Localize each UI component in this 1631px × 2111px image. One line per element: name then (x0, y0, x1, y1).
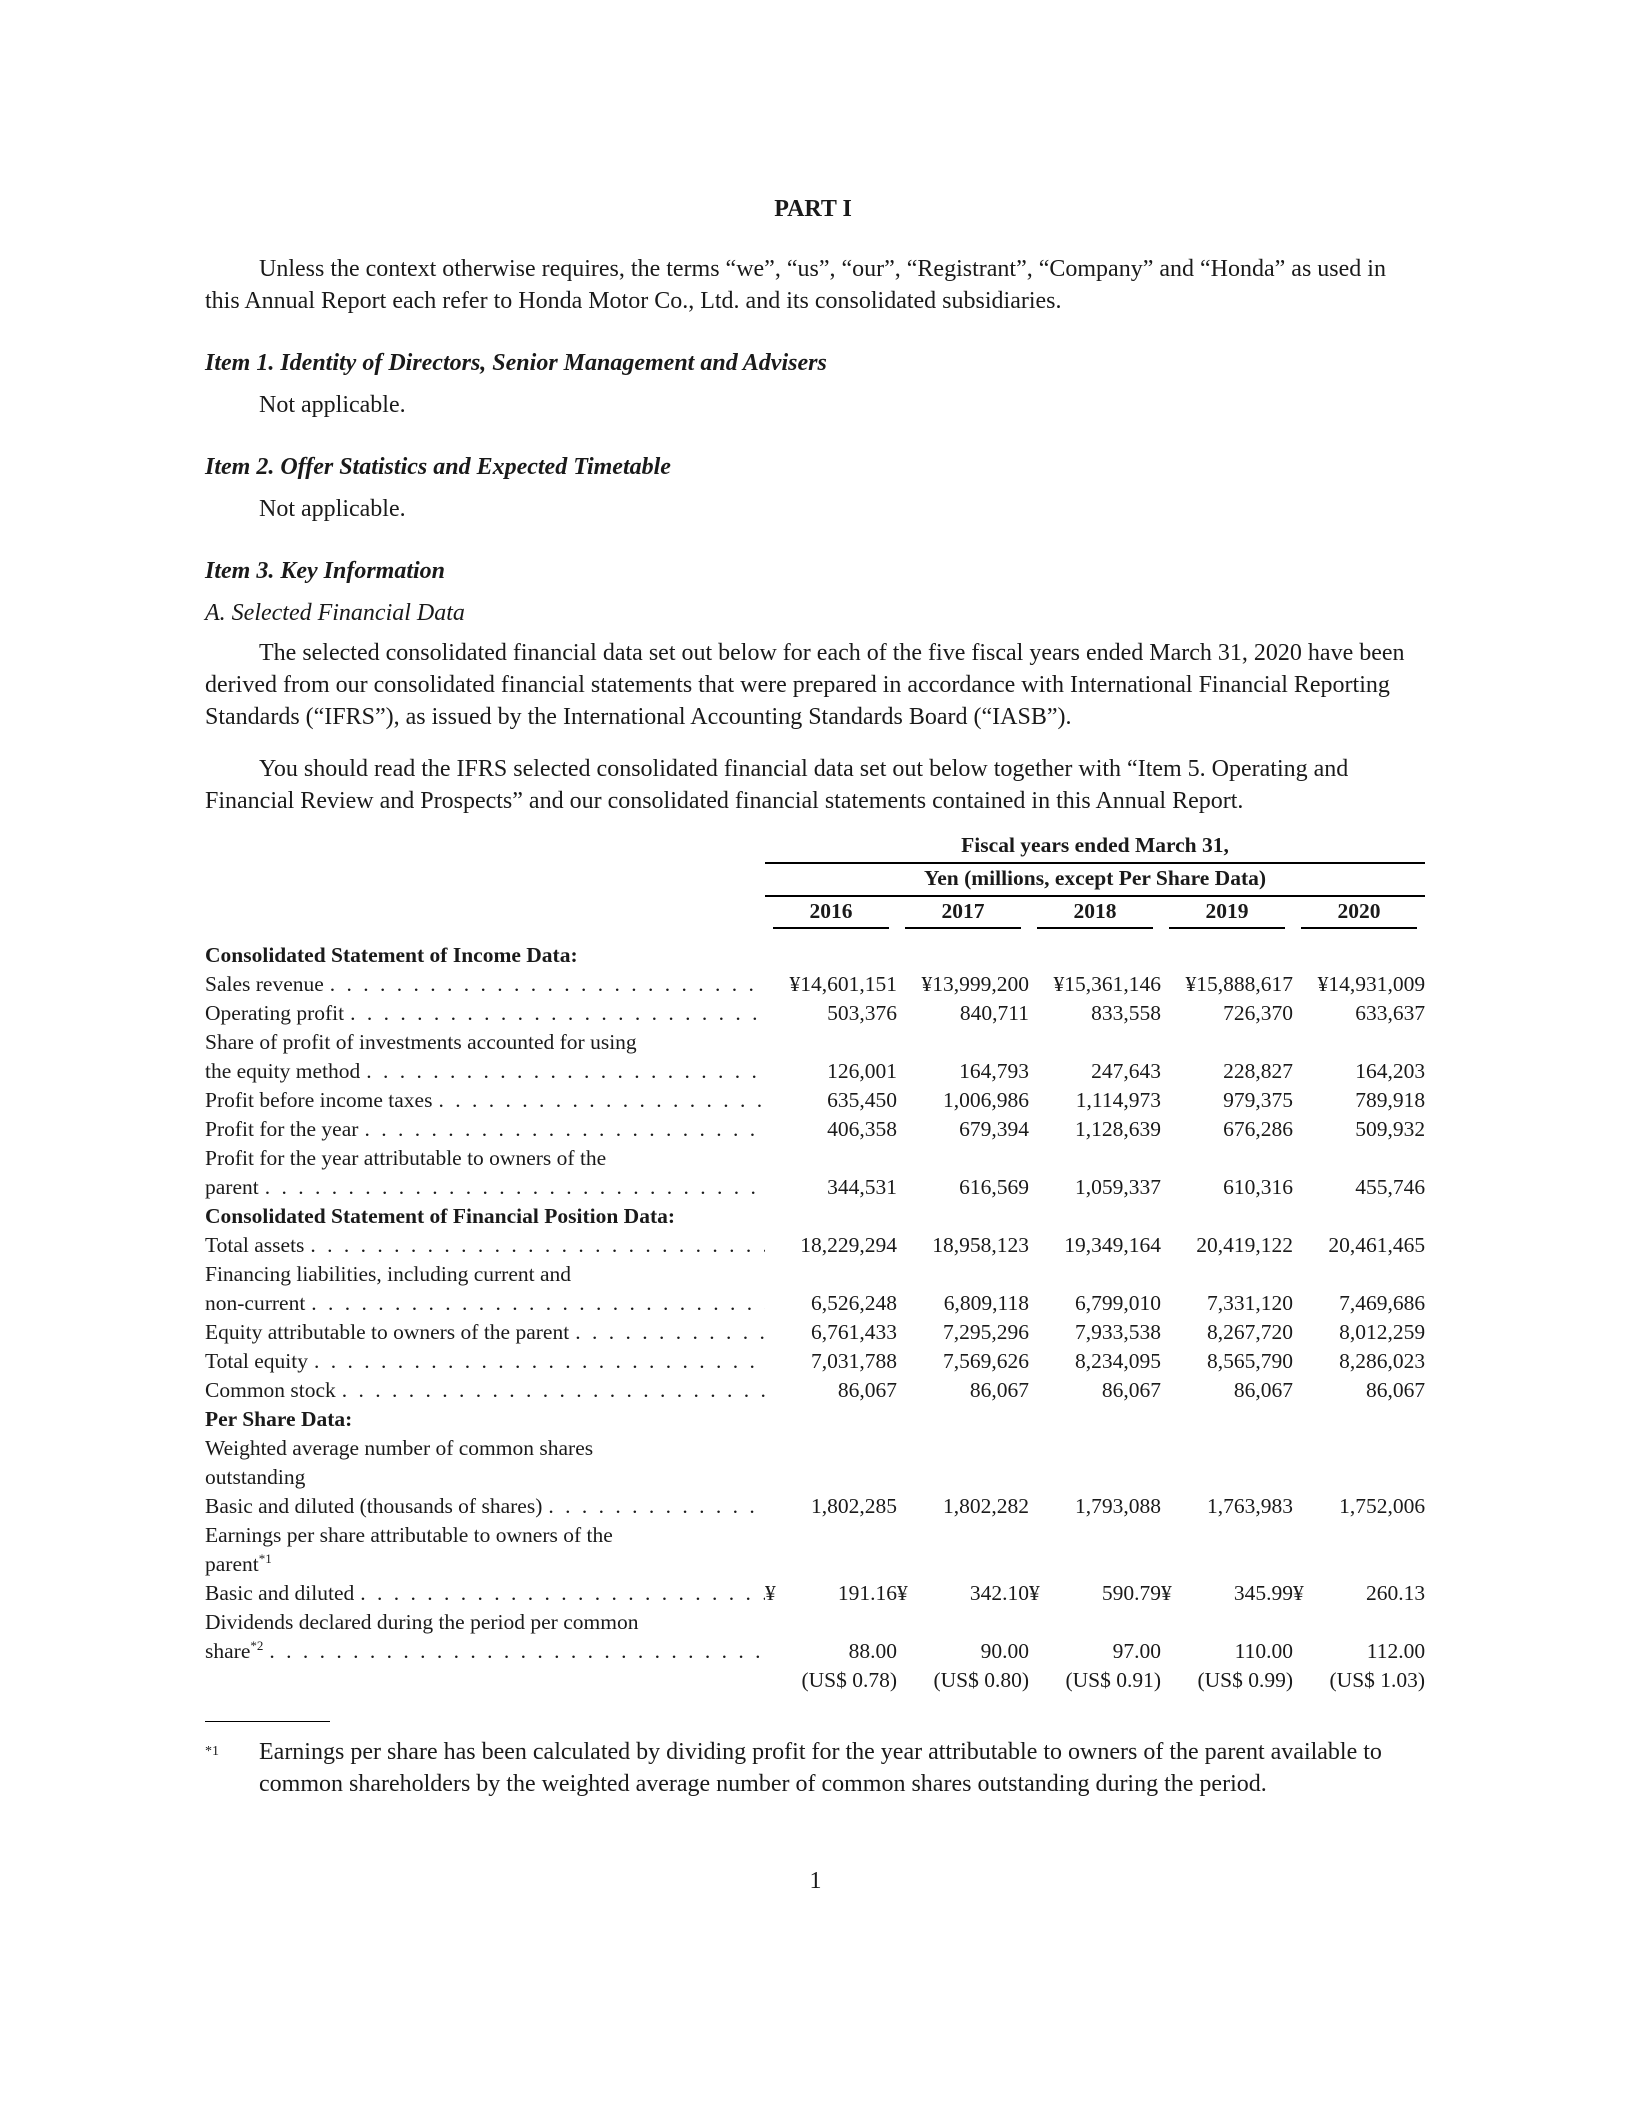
table-cell: 7,295,296 (943, 1320, 1029, 1344)
intro-paragraph: Unless the context otherwise requires, the terms “we”, “us”, “our”, “Registrant”, “Company” and “Honda” as used in this Annual Report each refer to Honda Motor Co., Ltd. and its consolidated subsidiaries. (205, 256, 1386, 314)
table-cell: 126,001 (827, 1059, 897, 1083)
table-cell: 1,763,983 (1207, 1494, 1293, 1518)
table-cell: 86,067 (969, 1378, 1029, 1402)
table-cell: 610,316 (1223, 1175, 1293, 1199)
table-cell: 979,375 (1223, 1088, 1293, 1112)
table-cell: 833,558 (1091, 1001, 1161, 1025)
table-cell: (US$ 0.99) (1197, 1668, 1293, 1692)
page-content (205, 196, 1426, 1800)
table-cell: 112.00 (1366, 1639, 1426, 1663)
currency-symbol: ¥ (1293, 1581, 1304, 1605)
table-cell: 679,394 (959, 1117, 1029, 1141)
table-cell: 6,761,433 (811, 1320, 897, 1344)
row-label: Sales revenue (205, 972, 324, 996)
table-cell: 7,469,686 (1339, 1291, 1426, 1315)
table-cell: 8,565,790 (1207, 1349, 1293, 1373)
part-title: PART I (774, 196, 852, 222)
table-cell: 6,809,118 (943, 1291, 1029, 1315)
footnote-text: Earnings per share has been calculated by dividing profit for the year attributable to owners of the parent available to common shareholders by the weighted average number of common shares outstanding during the period. (259, 1739, 1382, 1797)
table-row (205, 1318, 1425, 1347)
table-row (205, 999, 1425, 1028)
row-label: the equity method (205, 1059, 361, 1083)
row-label: Financing liabilities, including current and (205, 1262, 572, 1286)
section-heading-per-share: Per Share Data: (205, 1407, 353, 1431)
table-cell: 6,799,010 (1075, 1291, 1161, 1315)
table-cell: 164,203 (1355, 1059, 1426, 1083)
section-heading-position: Consolidated Statement of Financial Position Data: (205, 1204, 676, 1228)
item3-paragraph-1: The selected consolidated financial data set out below for each of the five fiscal years ended March 31, 2020 have been derived from our consolidated financial statements that were prepared in accordance with International Financial Reporting Standards (“IFRS”), as issued by the International Accounting Standards Board (“IASB”). (205, 640, 1405, 730)
table-cell: 789,918 (1355, 1088, 1426, 1112)
row-label: Basic and diluted (thousands of shares) (205, 1494, 543, 1518)
currency-symbol: ¥ (1029, 1581, 1040, 1605)
table-cell: 503,376 (827, 1001, 897, 1025)
table-cell: 6,526,248 (811, 1291, 897, 1315)
currency-symbol: ¥ (897, 1581, 908, 1605)
table-cell: ¥15,361,146 (1053, 972, 1161, 996)
table-row (205, 1173, 1425, 1202)
row-label: Profit for the year (205, 1117, 359, 1141)
row-label: Total assets (205, 1233, 305, 1257)
table-row (205, 1376, 1425, 1405)
table-cell: 345.99 (1233, 1581, 1293, 1605)
item3-heading: Item 3. Key Information (205, 558, 446, 584)
table-cell: ¥14,601,151 (789, 972, 897, 996)
footnote-ref: *1 (258, 1550, 272, 1566)
table-cell: 86,067 (837, 1378, 897, 1402)
table-row (205, 1579, 1425, 1608)
financial-data-table (205, 831, 1425, 1695)
table-header-units: Yen (millions, except Per Share Data) (765, 863, 1425, 896)
item3-paragraph-2: You should read the IFRS selected consolidated financial data set out below together with “Item 5. Operating and Financial Review and Prospects” and our consolidated financial statements contained in this Annual Report. (205, 756, 1349, 814)
table-cell: ¥14,931,009 (1317, 972, 1426, 996)
table-cell: 88.00 (848, 1639, 897, 1663)
table-header-fiscal: Fiscal years ended March 31, (765, 831, 1425, 863)
year-header: 2019 (1169, 897, 1285, 929)
currency-symbol: ¥ (1161, 1581, 1172, 1605)
item1-heading: Item 1. Identity of Directors, Senior Management and Advisers (205, 350, 827, 376)
table-cell: 635,450 (827, 1088, 897, 1112)
table-cell: 8,267,720 (1207, 1320, 1293, 1344)
row-label: Share of profit of investments accounted for using (205, 1030, 637, 1054)
row-label: Earnings per share attributable to owners of the (205, 1523, 613, 1547)
table-cell: (US$ 1.03) (1329, 1668, 1426, 1692)
table-cell: (US$ 0.91) (1065, 1668, 1161, 1692)
table-cell: 86,067 (1101, 1378, 1161, 1402)
table-cell: 8,286,023 (1339, 1349, 1426, 1373)
row-label: outstanding (205, 1465, 306, 1489)
year-header: 2016 (773, 897, 889, 929)
currency-symbol: ¥ (765, 1581, 776, 1605)
table-row (205, 1057, 1425, 1086)
table-cell: 1,802,285 (811, 1494, 897, 1518)
table-cell: 1,059,337 (1075, 1175, 1161, 1199)
table-cell: 86,067 (1365, 1378, 1426, 1402)
table-cell: (US$ 0.78) (801, 1668, 897, 1692)
table-row (205, 1289, 1425, 1318)
table-cell: 110.00 (1234, 1639, 1293, 1663)
year-header: 2020 (1301, 897, 1417, 929)
table-row (205, 1666, 1425, 1695)
table-cell: 1,802,282 (943, 1494, 1029, 1518)
footnote-ref: *2 (250, 1637, 264, 1653)
row-label: non-current (205, 1291, 306, 1315)
table-cell: 90.00 (980, 1639, 1029, 1663)
table-cell: 1,114,973 (1075, 1088, 1161, 1112)
item2-heading: Item 2. Offer Statistics and Expected Timetable (205, 454, 671, 480)
table-cell: 633,637 (1355, 1001, 1426, 1025)
year-header: 2017 (905, 897, 1021, 929)
table-row (205, 1347, 1425, 1376)
table-cell: 86,067 (1233, 1378, 1293, 1402)
row-label: Profit before income taxes (205, 1088, 433, 1112)
table-cell: 7,331,120 (1207, 1291, 1293, 1315)
row-label: Weighted average number of common shares (205, 1436, 594, 1460)
table-cell: 406,358 (827, 1117, 897, 1141)
table-cell: 616,569 (959, 1175, 1029, 1199)
table-cell: 676,286 (1223, 1117, 1293, 1141)
table-row (205, 1637, 1425, 1666)
row-label: Dividends declared during the period per common (205, 1610, 639, 1634)
table-cell: 191.16 (837, 1581, 897, 1605)
table-cell: 1,128,639 (1075, 1117, 1161, 1141)
table-cell: 18,229,294 (800, 1233, 897, 1257)
table-cell: 590.79 (1101, 1581, 1161, 1605)
row-label: Equity attributable to owners of the parent (205, 1320, 570, 1344)
table-cell: 18,958,123 (932, 1233, 1029, 1257)
table-cell: 840,711 (959, 1001, 1029, 1025)
table-cell: 8,234,095 (1075, 1349, 1161, 1373)
table-row (205, 1231, 1425, 1260)
table-cell: 726,370 (1223, 1001, 1293, 1025)
table-cell: 247,643 (1091, 1059, 1161, 1083)
table-cell: 509,932 (1355, 1117, 1426, 1141)
table-cell: ¥15,888,617 (1185, 972, 1293, 996)
table-cell: 20,461,465 (1328, 1233, 1426, 1257)
table-cell: 164,793 (959, 1059, 1029, 1083)
row-label: Common stock (205, 1378, 336, 1402)
table-cell: 1,793,088 (1075, 1494, 1161, 1518)
table-cell: 7,569,626 (943, 1349, 1029, 1373)
item2-body: Not applicable. (259, 496, 406, 522)
year-header: 2018 (1037, 897, 1153, 929)
page-number: 1 (809, 1868, 822, 1894)
row-label: share (205, 1639, 251, 1663)
footnote (205, 1736, 1421, 1800)
item3-subheading: A. Selected Financial Data (205, 600, 465, 626)
footnote-mark: *1 (205, 1744, 219, 1759)
table-cell: 97.00 (1112, 1639, 1161, 1663)
table-cell: (US$ 0.80) (933, 1668, 1029, 1692)
footnote-divider (205, 1721, 330, 1722)
table-cell: 20,419,122 (1196, 1233, 1293, 1257)
table-cell: 7,933,538 (1075, 1320, 1161, 1344)
table-row (205, 1115, 1425, 1144)
table-cell: 344,531 (827, 1175, 897, 1199)
section-heading-income: Consolidated Statement of Income Data: (205, 943, 578, 967)
table-cell: 1,752,006 (1339, 1494, 1426, 1518)
table-cell: 260.13 (1365, 1581, 1426, 1605)
table-cell: 228,827 (1223, 1059, 1293, 1083)
table-row (205, 1086, 1425, 1115)
row-label: Operating profit (205, 1001, 345, 1025)
item1-body: Not applicable. (259, 392, 406, 418)
table-cell: 455,746 (1355, 1175, 1426, 1199)
table-cell: 342.10 (969, 1581, 1029, 1605)
table-row (205, 1492, 1425, 1521)
table-cell: 19,349,164 (1064, 1233, 1161, 1257)
table-cell: ¥13,999,200 (921, 972, 1029, 996)
table-cell: 1,006,986 (943, 1088, 1029, 1112)
table-cell: 7,031,788 (811, 1349, 897, 1373)
row-label: parent (205, 1552, 259, 1576)
row-label: parent (205, 1175, 259, 1199)
table-row (205, 970, 1425, 999)
row-label: Total equity (205, 1349, 308, 1373)
row-label: Basic and diluted (205, 1581, 355, 1605)
row-label: Profit for the year attributable to owners of the (205, 1146, 607, 1170)
table-cell: 8,012,259 (1339, 1320, 1426, 1344)
